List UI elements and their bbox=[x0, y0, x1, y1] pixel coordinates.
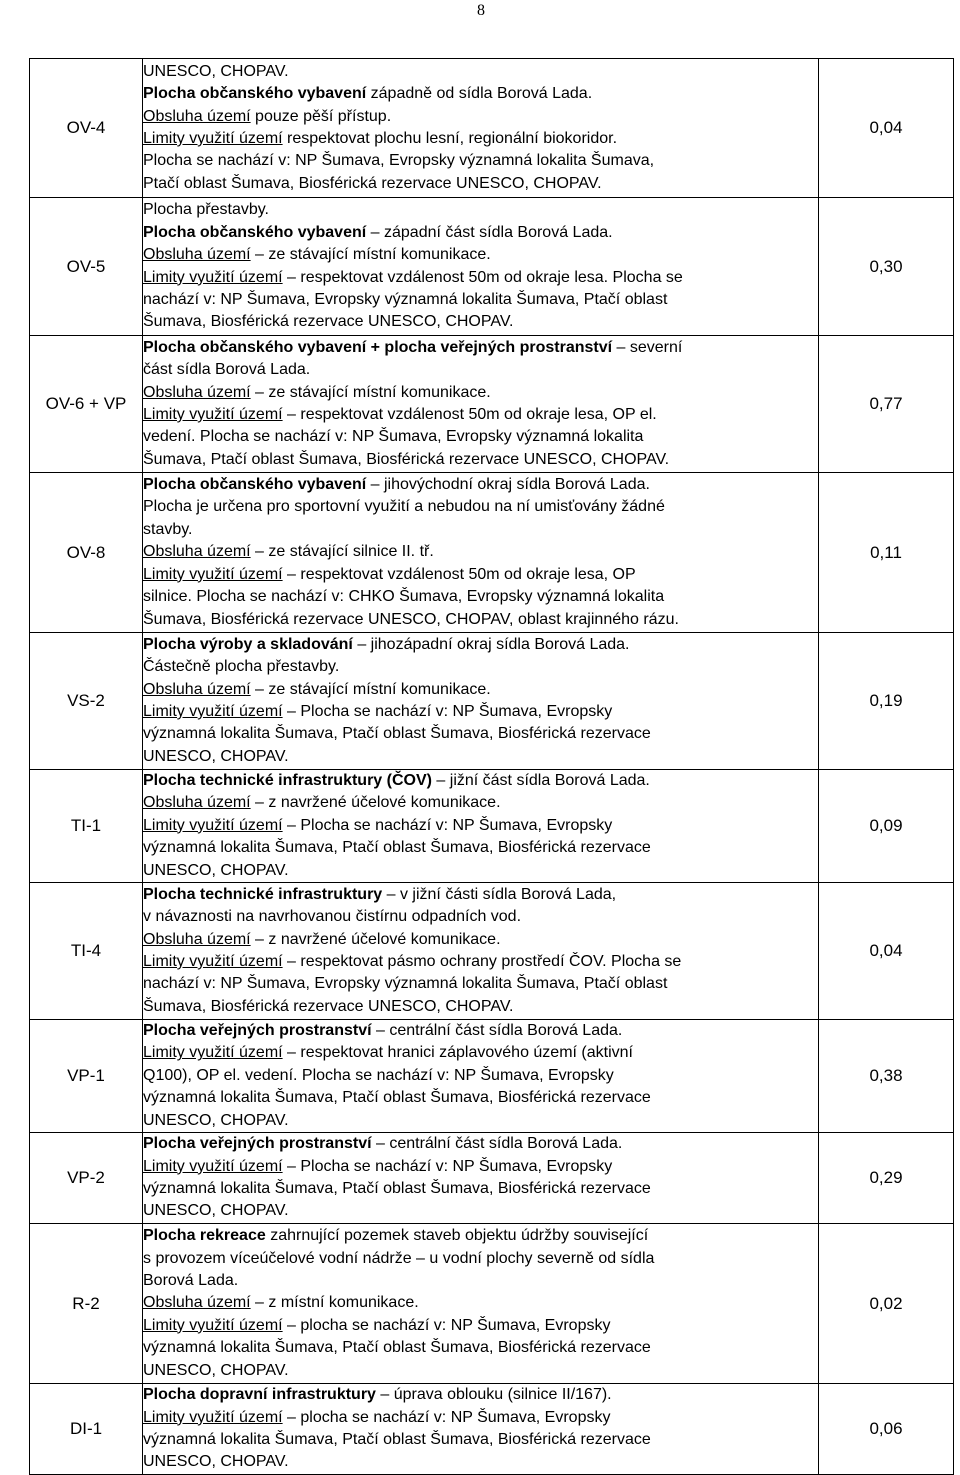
description-line bbox=[143, 359, 818, 381]
description-line bbox=[143, 746, 818, 768]
description-text: Šumava, Biosférická rezervace UNESCO, CHOPAV. bbox=[143, 997, 514, 1015]
description-text: – z místní komunikace. bbox=[250, 1294, 419, 1312]
description-line bbox=[143, 289, 818, 311]
underlined-label-text: Limity využití území bbox=[143, 406, 283, 423]
description-line bbox=[143, 1292, 818, 1314]
table-row bbox=[30, 633, 954, 770]
area-description-cell bbox=[143, 1384, 819, 1475]
area-value-cell: 0,11 bbox=[819, 473, 954, 633]
description-text: stavby. bbox=[143, 520, 193, 538]
description-text: UNESCO, CHOPAV. bbox=[143, 861, 289, 879]
underlined-label-text: Limity využití území bbox=[143, 953, 283, 971]
description-line bbox=[143, 815, 818, 837]
description-line bbox=[143, 1270, 818, 1292]
table-row bbox=[30, 1133, 954, 1224]
description-text: UNESCO, CHOPAV. bbox=[143, 1111, 289, 1129]
description-text: – respektovat vzdálenost 50m od okraje lesa. Plocha se bbox=[282, 268, 683, 286]
description-text: UNESCO, CHOPAV. bbox=[143, 747, 289, 765]
description-text: – respektovat pásmo ochrany prostředí ČOV. Plocha se bbox=[282, 953, 682, 971]
description-line bbox=[143, 61, 818, 83]
description-line bbox=[143, 906, 818, 928]
description-text: – ze stávající místní komunikace. bbox=[250, 383, 491, 401]
description-text: Ptačí oblast Šumava, Biosférická rezervace UNESCO, CHOPAV. bbox=[143, 174, 602, 192]
underlined-label-text: Limity využití území bbox=[143, 130, 283, 147]
area-value-cell: 0,04 bbox=[819, 59, 954, 198]
area-description-cell bbox=[143, 473, 819, 633]
description-line bbox=[143, 474, 818, 496]
description-line bbox=[143, 1042, 818, 1064]
bold-heading-text: Plocha rekreace bbox=[143, 1227, 266, 1245]
table-row bbox=[30, 336, 954, 473]
description-text: UNESCO, CHOPAV. bbox=[143, 1361, 289, 1379]
bold-heading-text: Plocha občanského vybavení bbox=[143, 223, 367, 241]
area-value-cell: 0,04 bbox=[819, 883, 954, 1020]
description-line bbox=[143, 1429, 818, 1451]
table-row bbox=[30, 770, 954, 883]
description-text: vedení. Plocha se nachází v: NP Šumava, Evropsky významná lokalita bbox=[143, 428, 644, 446]
underlined-label-text: Limity využití území bbox=[143, 1157, 283, 1175]
area-code-cell: R-2 bbox=[30, 1224, 143, 1384]
description-text: – ze stávající silnice II. tř. bbox=[250, 543, 434, 561]
description-text: – úprava oblouku (silnice II/167). bbox=[375, 1386, 612, 1404]
description-text: Šumava, Ptačí oblast Šumava, Biosférická rezervace UNESCO, CHOPAV. bbox=[143, 450, 670, 468]
area-value-cell: 0,19 bbox=[819, 633, 954, 770]
area-value-cell: 0,09 bbox=[819, 770, 954, 883]
page-number: 8 bbox=[477, 2, 485, 19]
table-row bbox=[30, 1224, 954, 1384]
description-text: – Plocha se nachází v: NP Šumava, Evropsky bbox=[282, 1157, 613, 1175]
description-line bbox=[143, 792, 818, 814]
bold-heading-text: Plocha občanského vybavení + plocha veřejných prostranství bbox=[143, 338, 613, 356]
underlined-label-text: Obsluha území bbox=[143, 107, 251, 125]
description-line bbox=[143, 128, 818, 150]
description-text: – z navržené účelové komunikace. bbox=[250, 930, 501, 948]
area-description-cell bbox=[143, 770, 819, 883]
area-value-cell: 0,06 bbox=[819, 1384, 954, 1475]
description-text: – ze stávající místní komunikace. bbox=[250, 246, 491, 264]
description-line bbox=[143, 837, 818, 859]
description-text: část sídla Borová Lada. bbox=[143, 361, 311, 379]
underlined-label-text: Limity využití území bbox=[143, 703, 283, 720]
description-text: – respektovat vzdálenost 50m od okraje lesa, OP bbox=[282, 565, 636, 583]
area-description-cell bbox=[143, 1133, 819, 1224]
description-text: s provozem víceúčelové vodní nádrže – u vodní plochy severně od sídla bbox=[143, 1249, 655, 1267]
table-row bbox=[30, 198, 954, 336]
description-line bbox=[143, 1156, 818, 1178]
description-line bbox=[143, 996, 818, 1018]
description-text: – plocha se nachází v: NP Šumava, Evropsky bbox=[282, 1408, 611, 1426]
description-text: západně od sídla Borová Lada. bbox=[366, 85, 593, 103]
bold-heading-text: Plocha veřejných prostranství bbox=[143, 1135, 372, 1153]
description-line bbox=[143, 929, 818, 951]
bold-heading-text: Plocha občanského vybavení bbox=[143, 85, 367, 103]
underlined-label-text: Limity využití území bbox=[143, 1044, 283, 1062]
description-line bbox=[143, 1315, 818, 1337]
description-line bbox=[143, 1133, 818, 1155]
description-line bbox=[143, 496, 818, 518]
description-text: – plocha se nachází v: NP Šumava, Evropsky bbox=[282, 1316, 611, 1334]
description-line bbox=[143, 1065, 818, 1087]
description-line bbox=[143, 311, 818, 333]
description-text: Plocha se nachází v: NP Šumava, Evropsky významná lokalita Šumava, bbox=[143, 152, 655, 170]
underlined-label-text: Obsluha území bbox=[143, 383, 251, 401]
area-description-cell bbox=[143, 336, 819, 473]
description-text: významná lokalita Šumava, Ptačí oblast Šumava, Biosférická rezervace bbox=[143, 725, 651, 743]
description-text: Částečně plocha přestavby. bbox=[143, 658, 340, 676]
area-description-cell bbox=[143, 1020, 819, 1133]
bold-heading-text: Plocha veřejných prostranství bbox=[143, 1022, 372, 1040]
description-text: nachází v: NP Šumava, Evropsky významná lokalita Šumava, Ptačí oblast bbox=[143, 290, 668, 308]
area-code-cell: OV-6 + VP bbox=[30, 336, 143, 473]
description-line bbox=[143, 199, 818, 221]
area-value-cell: 0,77 bbox=[819, 336, 954, 473]
area-description-cell bbox=[143, 1224, 819, 1384]
underlined-label-text: Limity využití území bbox=[143, 1316, 283, 1334]
description-text: – Plocha se nachází v: NP Šumava, Evropsky bbox=[282, 703, 613, 720]
description-text: Plocha přestavby. bbox=[143, 201, 269, 219]
description-text: významná lokalita Šumava, Ptačí oblast Šumava, Biosférická rezervace bbox=[143, 1089, 651, 1107]
description-text: – z navržené účelové komunikace. bbox=[250, 794, 501, 812]
table-row bbox=[30, 883, 954, 1020]
description-text: zahrnující pozemek staveb objektu údržby související bbox=[265, 1227, 649, 1245]
description-line bbox=[143, 267, 818, 289]
underlined-label-text: Limity využití území bbox=[143, 816, 283, 834]
area-code-cell: OV-8 bbox=[30, 473, 143, 633]
description-line bbox=[143, 656, 818, 678]
description-line bbox=[143, 449, 818, 471]
description-line bbox=[143, 973, 818, 995]
description-text: UNESCO, CHOPAV. bbox=[143, 1202, 289, 1220]
underlined-label-text: Obsluha území bbox=[143, 794, 251, 812]
description-text: nachází v: NP Šumava, Evropsky významná lokalita Šumava, Ptačí oblast bbox=[143, 975, 668, 993]
description-text: Šumava, Biosférická rezervace UNESCO, CHOPAV. bbox=[143, 313, 514, 331]
description-text: – západní část sídla Borová Lada. bbox=[366, 223, 613, 241]
description-text: – respektovat hranici záplavového území (aktivní bbox=[282, 1044, 633, 1062]
table-row bbox=[30, 1384, 954, 1475]
description-line bbox=[143, 586, 818, 608]
underlined-label-text: Obsluha území bbox=[143, 543, 251, 561]
description-line bbox=[143, 1020, 818, 1042]
description-line bbox=[143, 1178, 818, 1200]
description-text: – centrální část sídla Borová Lada. bbox=[371, 1135, 623, 1153]
description-line bbox=[143, 541, 818, 563]
description-text: Borová Lada. bbox=[143, 1271, 239, 1289]
underlined-label-text: Obsluha území bbox=[143, 930, 251, 948]
description-text: silnice. Plocha se nachází v: CHKO Šumava, Evropsky významná lokalita bbox=[143, 588, 665, 606]
table-row bbox=[30, 473, 954, 633]
description-text: – severní bbox=[612, 338, 683, 356]
description-line bbox=[143, 634, 818, 656]
description-text: – jihovýchodní okraj sídla Borová Lada. bbox=[366, 476, 650, 494]
description-text: – v jižní části sídla Borová Lada, bbox=[382, 885, 617, 903]
area-plan-table-body bbox=[30, 59, 954, 1475]
description-line bbox=[143, 404, 818, 426]
bold-heading-text: Plocha občanského vybavení bbox=[143, 476, 367, 494]
description-text: pouze pěší přístup. bbox=[250, 107, 392, 125]
description-line bbox=[143, 1225, 818, 1247]
underlined-label-text: Limity využití území bbox=[143, 1408, 283, 1426]
area-description-cell bbox=[143, 633, 819, 770]
description-line bbox=[143, 106, 818, 128]
underlined-label-text: Limity využití území bbox=[143, 565, 283, 583]
area-code-cell: VP-2 bbox=[30, 1133, 143, 1224]
description-line bbox=[143, 519, 818, 541]
description-text: významná lokalita Šumava, Ptačí oblast Šumava, Biosférická rezervace bbox=[143, 1339, 651, 1357]
description-text: Q100), OP el. vedení. Plocha se nachází v: NP Šumava, Evropsky bbox=[143, 1066, 614, 1084]
description-text: UNESCO, CHOPAV. bbox=[143, 62, 289, 80]
description-line bbox=[143, 1087, 818, 1109]
description-line bbox=[143, 382, 818, 404]
description-text: respektovat plochu lesní, regionální biokoridor. bbox=[282, 130, 618, 147]
area-description-cell bbox=[143, 198, 819, 336]
area-description-cell bbox=[143, 883, 819, 1020]
description-text: UNESCO, CHOPAV. bbox=[143, 1453, 289, 1471]
underlined-label-text: Obsluha území bbox=[143, 246, 251, 264]
area-code-cell: VP-1 bbox=[30, 1020, 143, 1133]
description-text: významná lokalita Šumava, Ptačí oblast Šumava, Biosférická rezervace bbox=[143, 1180, 651, 1198]
area-value-cell: 0,29 bbox=[819, 1133, 954, 1224]
description-text: Šumava, Biosférická rezervace UNESCO, CHOPAV, oblast krajinného rázu. bbox=[143, 610, 679, 628]
description-text: Plocha je určena pro sportovní využití a nebudou na ní umisťovány žádné bbox=[143, 498, 665, 516]
bold-heading-text: Plocha technické infrastruktury (ČOV) bbox=[143, 772, 432, 789]
description-text: – respektovat vzdálenost 50m od okraje lesa, OP el. bbox=[282, 406, 657, 423]
description-line bbox=[143, 1451, 818, 1473]
description-line bbox=[143, 770, 818, 792]
description-line bbox=[143, 83, 818, 105]
area-code-cell: VS-2 bbox=[30, 633, 143, 770]
description-line bbox=[143, 1360, 818, 1382]
description-line bbox=[143, 337, 818, 359]
description-text: – jižní část sídla Borová Lada. bbox=[431, 772, 650, 789]
area-plan-table bbox=[29, 58, 954, 1475]
description-line bbox=[143, 609, 818, 631]
underlined-label-text: Obsluha území bbox=[143, 680, 251, 698]
area-code-cell: DI-1 bbox=[30, 1384, 143, 1475]
description-line bbox=[143, 1337, 818, 1359]
description-line bbox=[143, 701, 818, 723]
bold-heading-text: Plocha dopravní infrastruktury bbox=[143, 1386, 376, 1404]
description-line bbox=[143, 884, 818, 906]
area-code-cell: TI-4 bbox=[30, 883, 143, 1020]
description-text: – jihozápadní okraj sídla Borová Lada. bbox=[352, 635, 630, 653]
description-line bbox=[143, 860, 818, 882]
description-line bbox=[143, 222, 818, 244]
description-line bbox=[143, 244, 818, 266]
description-text: – centrální část sídla Borová Lada. bbox=[371, 1022, 623, 1040]
description-line bbox=[143, 1200, 818, 1222]
description-text: – ze stávající místní komunikace. bbox=[250, 680, 491, 698]
description-text: v návaznosti na navrhovanou čistírnu odpadních vod. bbox=[143, 908, 522, 926]
description-line bbox=[143, 426, 818, 448]
description-line bbox=[143, 150, 818, 172]
area-value-cell: 0,02 bbox=[819, 1224, 954, 1384]
description-line bbox=[143, 723, 818, 745]
area-code-cell: OV-4 bbox=[30, 59, 143, 198]
description-line bbox=[143, 679, 818, 701]
description-text: významná lokalita Šumava, Ptačí oblast Šumava, Biosférická rezervace bbox=[143, 839, 651, 857]
description-line bbox=[143, 173, 818, 195]
bold-heading-text: Plocha výroby a skladování bbox=[143, 635, 353, 653]
description-text: významná lokalita Šumava, Ptačí oblast Šumava, Biosférická rezervace bbox=[143, 1431, 651, 1449]
description-line bbox=[143, 1407, 818, 1429]
area-description-cell bbox=[143, 59, 819, 198]
description-line bbox=[143, 951, 818, 973]
area-value-cell: 0,38 bbox=[819, 1020, 954, 1133]
description-line bbox=[143, 1248, 818, 1270]
area-code-cell: OV-5 bbox=[30, 198, 143, 336]
table-row bbox=[30, 59, 954, 198]
underlined-label-text: Obsluha území bbox=[143, 1294, 251, 1312]
description-line bbox=[143, 1110, 818, 1132]
underlined-label-text: Limity využití území bbox=[143, 268, 283, 286]
bold-heading-text: Plocha technické infrastruktury bbox=[143, 885, 383, 903]
description-line bbox=[143, 564, 818, 586]
table-row bbox=[30, 1020, 954, 1133]
area-value-cell: 0,30 bbox=[819, 198, 954, 336]
area-code-cell: TI-1 bbox=[30, 770, 143, 883]
description-text: – Plocha se nachází v: NP Šumava, Evropsky bbox=[282, 816, 613, 834]
description-line bbox=[143, 1384, 818, 1406]
